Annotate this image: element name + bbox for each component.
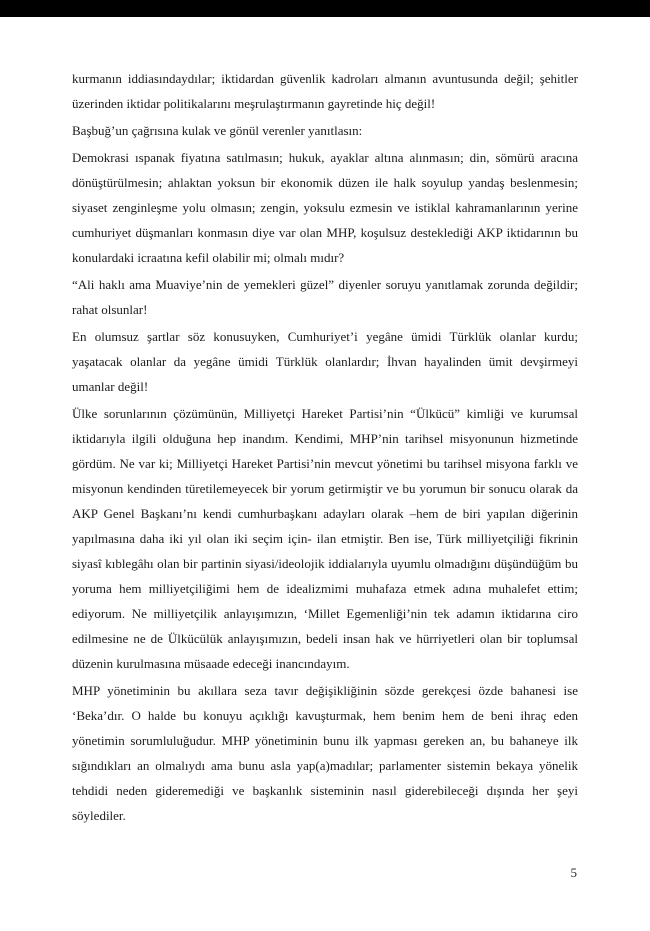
- page-number: 5: [570, 865, 577, 880]
- paragraph-5: En olumsuz şartlar söz konusuyken, Cumhuriyet’i yegâne ümidi Türklük olanlar kurdu; yaşatacak olanlar da yegâne ümidi Türklük olanlardır; İhvan hayalinden ümit devşirmeyi umanlar değil!: [72, 329, 578, 394]
- paragraph-3: Demokrasi ıspanak fiyatına satılmasın; hukuk, ayaklar altına alınmasın; din, sömürü aracına dönüştürülmesin; ahlaktan yoksun bir ekonomik düzen ile halk soyulup yandaş beslenmesin; siyaset zenginleşme yolu olmasın; zengin, yoksulu ezmesin ve istiklal kahramanlarının yerine cumhuriyet düşmanları konmasın diye var olan MHP, koşulsuz desteklediği AKP iktidarının bu konulardaki icraatına kefil olabilir mi; olmalı mıdır?: [72, 150, 578, 265]
- paragraph-2: Başbuğ’un çağrısına kulak ve gönül verenler yanıtlasın:: [72, 123, 363, 138]
- paragraph-7: MHP yönetiminin bu akıllara seza tavır değişikliğinin sözde gerekçesi özde bahanesi ise ‘Beka’dır. O halde bu konuyu açıklığı kavuşturmak, hem benim hem de beni ihraç eden yönetimin sorumluluğudur. MHP yönetiminin bunu ilk yapması gereken an, bu bahaneye ilk sığındıkları an olmalıydı ama bunu asla yap(a)madılar; parlamenter sistemin bekaya yönelik tehdidi neden gideremediği ve başkanlık sisteminin nasıl giderebileceği dışında her şeyi söylediler.: [72, 683, 578, 823]
- paragraph-6: Ülke sorunlarının çözümünün, Milliyetçi Hareket Partisi’nin “Ülkücü” kimliği ve kurumsal iktidarıyla ilgili olduğuna hep inandım. Kendimi, MHP’nin tarihsel misyonunun hizmetinde gördüm. Ne var ki; Milliyetçi Hareket Partisi’nin mevcut yönetimi bu tarihsel misyona farklı ve misyonun kendinden türetilemeyecek bir yorum getirmiştir ve bu yorumun bir sonucu olarak da AKP Genel Başkanı’nı kendi cumhurbaşkanı adayları olarak –hem de biri yapılan diğerinin yapılmasına daha iki yıl olan iki seçim için- ilan etmiştir. Ben ise, Türk milliyetçiliği fikrinin siyasî kıblegâhı olan bir partinin siyasi/ideolojik iddialarıyla uyumlu olmadığını düşündüğüm bu yoruma hem milliyetçiliğimi hem de idealizmimi muhafaza etmek adına muhalefet ettim; ediyorum. Ne milliyetçilik anlayışımızın, ‘Millet Egemenliği’nin tek adamın iktidarına ciro edilmesine ne de Ülkücülük anlayışımızın, bedeli insan hak ve hürriyetleri olan bir toplumsal düzenin kurulmasına müsaade edeceği inancındayım.: [72, 406, 578, 671]
- paragraph-4: “Ali haklı ama Muaviye’nin de yemekleri güzel” diyenler soruyu yanıtlamak zorunda değildir; rahat olsunlar!: [72, 277, 578, 317]
- paragraph-1: kurmanın iddiasındaydılar; iktidardan güvenlik kadroları almanın avuntusunda değil; şehitler üzerinden iktidar politikalarını meşrulaştırmanın gayretinde hiç değil!: [72, 71, 578, 111]
